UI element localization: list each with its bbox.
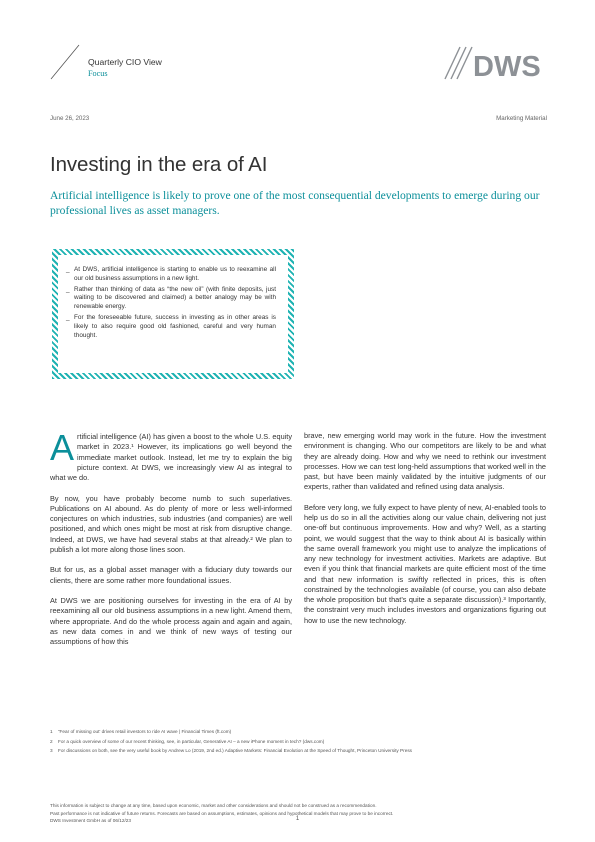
marketing-label: Marketing Material [496, 115, 547, 122]
dws-logo [444, 46, 548, 80]
page-title: Investing in the era of AI [50, 153, 268, 176]
highlight-text: Rather than thinking of data as “the new oil” (with finite deposits, just waiting to be discovered and claimed) a better analogy may be with renewable energy. [74, 285, 276, 311]
highlight-bullet: _ [66, 285, 70, 293]
highlight-item [66, 266, 276, 284]
series-subtitle: Focus [88, 69, 108, 78]
footnote-number: 3 [50, 748, 53, 754]
footnote-number: 1 [50, 729, 53, 734]
body-paragraph-text: rtificial intelligence (AI) has given a boost to the whole U.S. equity market in 2023.¹ However, its implications go well beyond the immediate market outlook. Instead, let me try to explain the big picture context. At DWS, we increasingly view AI as integral to what we do. [50, 432, 292, 482]
lead-paragraph: Artificial intelligence is likely to prove one of the most consequential developments to emerge during our professional lives as asset managers. [50, 189, 540, 217]
footnote [50, 727, 550, 737]
body-paragraph: brave, new emerging world may work in the future. How the investment environment is changing. Who our competitors are likely to be and what they are already doing. How and why we need to rethink our investment processes. How we can test long-held assumptions that worked well in the past, but have been mainly validated by the intuitive judgments of our experts, rather than validated and refined using data analysis. [304, 431, 546, 492]
page-number: 1 [295, 816, 300, 822]
footnote-number: 2 [50, 738, 53, 744]
body-column-right [304, 431, 546, 636]
highlight-item [66, 286, 276, 312]
highlight-text: At DWS, artificial intelligence is starting to enable us to reexamine all our old business assumptions in a new light. [74, 266, 276, 282]
body-paragraph: But for us, as a global asset manager with a fiduciary duty towards our clients, there are some rather more foundational issues. [50, 565, 292, 585]
highlight-item [66, 314, 276, 340]
disclaimer-line: This information is subject to change at any time, based upon economic, market and other considerations and should not be construed as a recommendation. [50, 803, 377, 808]
body-paragraph: At DWS we are positioning ourselves for investing in the era of AI by reexamining all our old business assumptions in a new light. Amend them, where appropriate. And do the whole process again and again and again, as new data comes in and we think of new ways of testing our assumptions of how this [50, 596, 292, 646]
highlight-bullet: _ [66, 313, 70, 321]
footnote-text: “Fear of missing out’ drives retail investors to ride AI wave | Financial Times (ft.com) [58, 729, 232, 734]
body-paragraph: By now, you have probably become numb to such superlatives. Publications on AI abound. As do plenty of more or less well-informed conjectures on which industries, sub industries (and companies) are well positioned, and which ones might be most at risk from disruptive change. Indeed, at DWS, we have had several stabs at that already.² We plan to publish a lot more along those lines soon. [50, 493, 292, 554]
publication-date: June 26, 2023 [50, 115, 90, 122]
highlights-box [52, 249, 294, 379]
highlight-bullet: _ [66, 266, 70, 273]
highlights-box-inner [58, 255, 288, 373]
footnote [50, 737, 550, 747]
footnotes [50, 727, 550, 756]
drop-cap: A [50, 427, 75, 468]
series-name: Quarterly CIO View [88, 57, 162, 67]
footnote-text: For a quick overview of some of our recent thinking, see, in particular, Generative AI – a new iPhone moment in tech? (dws.com) [58, 738, 325, 744]
body-paragraph: Before very long, we fully expect to have plenty of new, AI-enabled tools to help us do so in all the activities along our value chain, delivering not just one-off but continuous improvements. How and why? Well, as a starting point, we would suggest that the way to think about AI is basically within the same overall framework you might use to analyze the implications of any new technology for investment activities. Markets are adaptive. But even if you think that financial markets are quite efficient most of the time and that new information is swiftly reflected in prices, this is often constrained by the technologies available (of course, you can also debate the whole proposition but that’s quite a separate discussion).³ Importantly, the constraint very much includes investors and organizations figuring out how to use the new technology. [304, 502, 546, 625]
header-slash-divider [50, 44, 80, 80]
dws-logo-text: DWS [473, 51, 541, 80]
body-paragraph [50, 427, 292, 483]
highlight-text: For the foreseeable future, success in investing as in other areas is likely to also require good old fashioned, careful and very human thought. [74, 313, 276, 339]
disclaimer-line: Past performance is not indicative of future returns. Forecasts are based on assumptions, estimates, opinions and hypothetical models that may prove to be incorrect. [50, 810, 394, 816]
footnote-text: For discussions on both, see the very useful book by Andrew Lo (2019, 2nd ed.) Adaptive Markets: Financial Evolution at the Speed of Thought, Princeton University Press [58, 748, 413, 754]
footnote [50, 746, 550, 756]
disclaimer-line: DWS Investment GmbH as of 06/12/23 [50, 818, 132, 824]
body-column-left [50, 427, 292, 658]
